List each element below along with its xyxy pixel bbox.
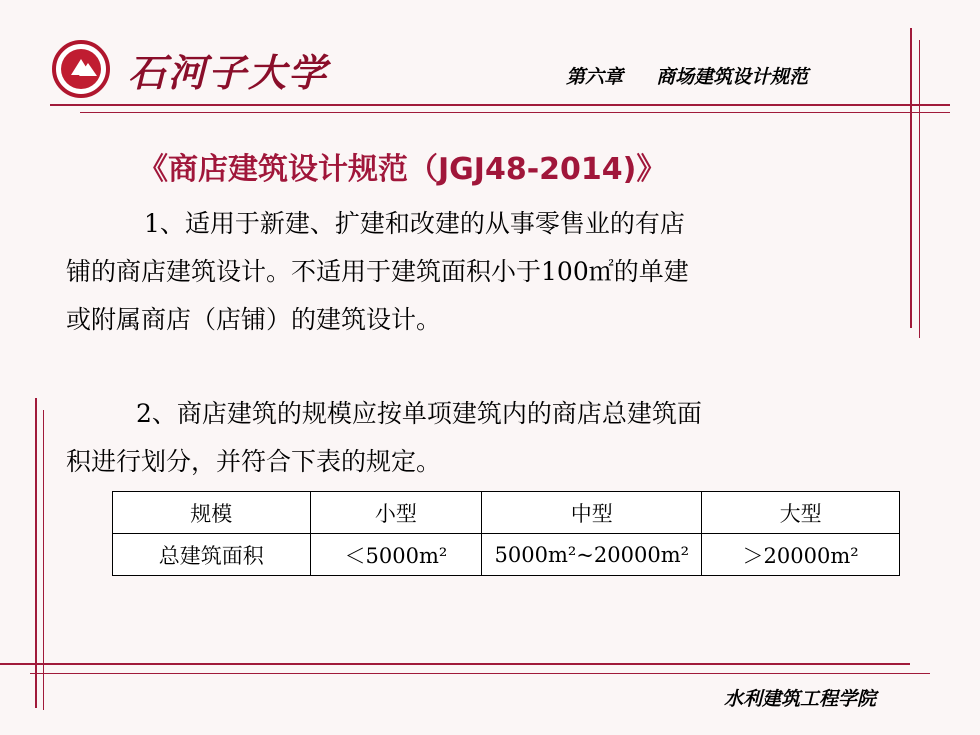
- table-header-cell: 小型: [310, 492, 482, 534]
- scale-table: [112, 491, 900, 576]
- paragraph-2-line-1: 2、商店建筑的规模应按单项建筑内的商店总建筑面: [136, 399, 702, 428]
- footer-rule-bottom: [30, 673, 930, 674]
- paragraph-1-line-2: 铺的商店建筑设计。不适用于建筑面积小于100㎡的单建: [66, 257, 689, 286]
- table-header-cell: 规模: [113, 492, 311, 534]
- university-name: 石河子大学: [128, 50, 329, 95]
- table-row: [113, 534, 900, 576]
- table-header-cell: 大型: [702, 492, 900, 534]
- mountain-icon-secondary: [79, 63, 97, 76]
- table-cell: ＜5000m²: [310, 534, 482, 576]
- paragraph-1: [66, 200, 896, 344]
- table-cell: 5000m²~20000m²: [482, 534, 702, 576]
- table-cell: ＞20000m²: [702, 534, 900, 576]
- slide-title: 《商店建筑设计规范（JGJ48-2014)》: [138, 152, 667, 187]
- left-vertical-rule-1: [35, 398, 37, 708]
- paragraph-2-line-2: 积进行划分，并符合下表的规定。: [66, 447, 442, 476]
- right-vertical-rule-1: [910, 28, 912, 328]
- footer-rule-top: [0, 663, 910, 665]
- header-rule-bottom: [80, 112, 950, 113]
- right-vertical-rule-2: [919, 40, 920, 338]
- table-header-row: [113, 492, 900, 534]
- logo-emblem: [61, 49, 101, 89]
- table-header-cell: 中型: [482, 492, 702, 534]
- paragraph-1-line-3: 或附属商店（店铺）的建筑设计。: [66, 305, 442, 334]
- header-rule-top: [50, 104, 950, 106]
- paragraph-2: [66, 390, 896, 486]
- university-logo: [52, 40, 110, 98]
- chapter-heading: 第六章 商场建筑设计规范: [566, 66, 809, 88]
- footer-college: 水利建筑工程学院: [724, 688, 877, 710]
- left-vertical-rule-2: [43, 410, 44, 710]
- paragraph-1-line-1: 1、适用于新建、扩建和改建的从事零售业的有店: [144, 209, 685, 238]
- table-cell: 总建筑面积: [113, 534, 311, 576]
